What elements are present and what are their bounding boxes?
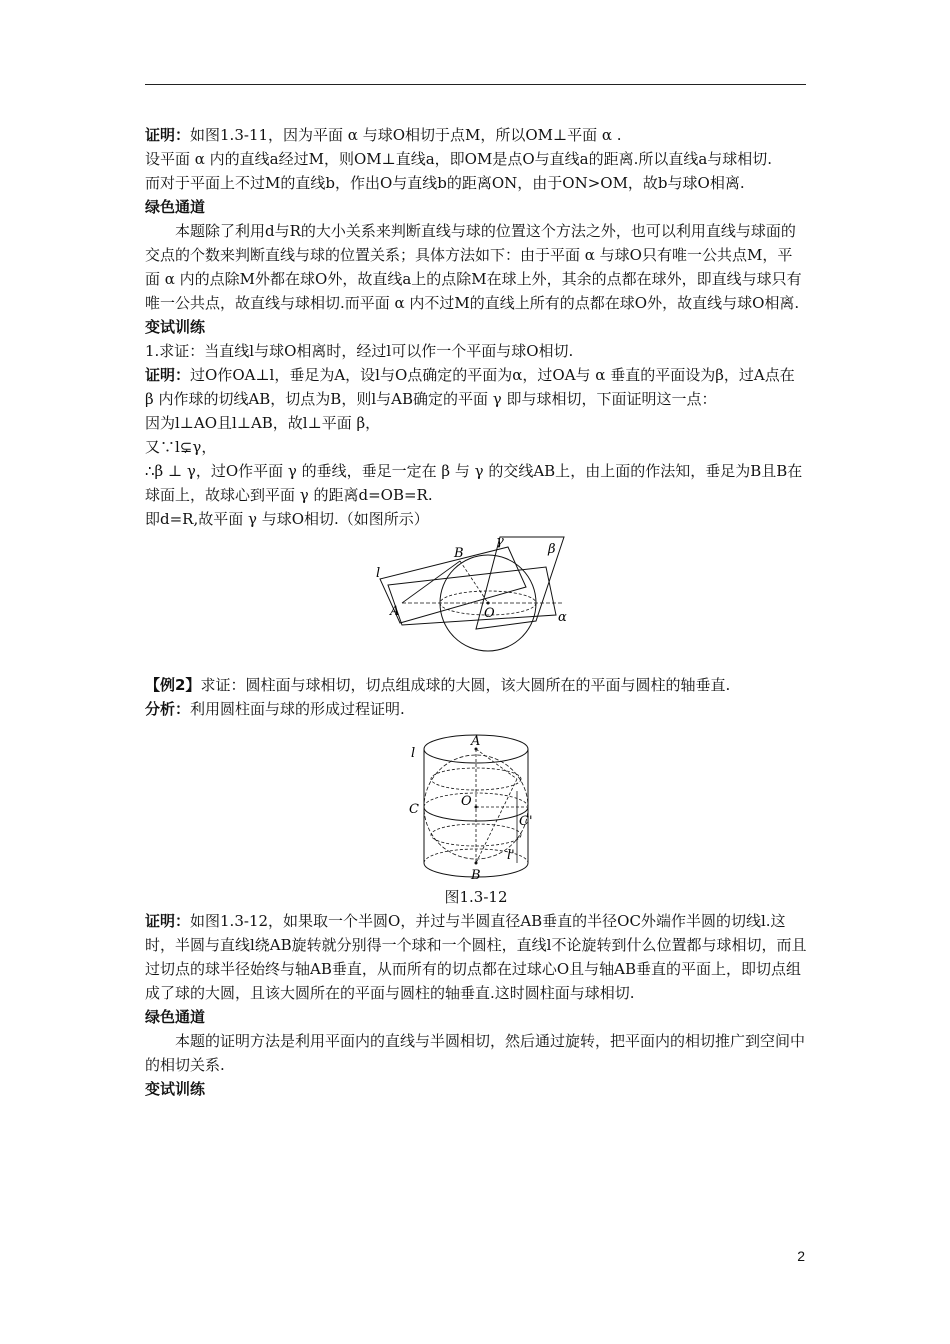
proof-line: 又∵l⊊γ，: [145, 438, 217, 456]
figure-cylinder-sphere: [401, 727, 551, 885]
fig-label: O: [484, 606, 495, 621]
green-channel-text: 本题除了利用d与R的大小关系来判断直线与球的位置这个方法之外，也可以利用直线与球面的交点的个数来判断直线与球的位置关系；具体方法如下：由于平面 α 与球O只有唯一公共点M，平面 α 内的点除M外都在球O外，故直线a上的点除M在球上外，其余的点都在球外，即直线与球只有唯一公共点，故直线与球相切.而平面 α 内不过M的直线上所有的点都在球O外，故直线与球O相离.: [145, 222, 802, 312]
page-content: [145, 123, 807, 1101]
section-heading: 绿色通道: [145, 198, 206, 216]
page-number: 2: [797, 1248, 805, 1264]
fig-label: B: [454, 546, 464, 561]
fig-label: A: [471, 734, 481, 749]
fig-label: C: [409, 802, 419, 817]
proof-line: 因为l⊥AO且l⊥AB，故l⊥平面 β，: [145, 414, 381, 432]
fig-label: l: [376, 566, 381, 581]
proof-line: ∴β ⊥ γ，过O作平面 γ 的垂线，垂足一定在 β 与 γ 的交线AB上，由上面的作法知，垂足为B且B在球面上，故球心到平面 γ 的距离d=OB=R.: [145, 462, 803, 504]
section-heading: 变试训练: [145, 1080, 206, 1098]
fig-label: γ: [496, 534, 504, 549]
section-heading: 变试训练: [145, 318, 206, 336]
fig-label: C': [519, 814, 533, 829]
fig-label: α: [558, 610, 567, 625]
fig-label: O: [461, 794, 472, 809]
exercise-proof: 证明：过O作OA⊥l，垂足为A，设l与O点确定的平面为α，过OA与 α 垂直的平面设为β，过A点在 β 内作球的切线AB，切点为B，则l与AB确定的平面 γ 即与球相切，下面证明这一点：: [145, 366, 795, 408]
figure-caption: 图1.3-12: [444, 888, 508, 906]
fig-label: β: [548, 542, 556, 557]
example-2: 【例2】求证：圆柱面与球相切，切点组成球的大圆，该大圆所在的平面与圆柱的轴垂直.: [145, 676, 731, 694]
header-rule: [145, 84, 806, 85]
section-heading: 绿色通道: [145, 1008, 206, 1026]
fig-label: B: [471, 868, 481, 883]
fig-label: l: [411, 746, 416, 761]
proof-line: 即d=R,故平面 γ 与球O相切.（如图所示）: [145, 510, 429, 528]
proof-1: [145, 123, 807, 147]
fig-label: l': [507, 848, 515, 863]
proof-text: 如图1.3-11，因为平面 α 与球O相切于点M，所以OM⊥平面 α .: [190, 126, 622, 144]
paragraph: 而对于平面上不过M的直线b，作出O与直线b的距离ON，由于ON>OM，故b与球O相离.: [145, 174, 745, 192]
green-channel-text: 本题的证明方法是利用平面内的直线与半圆相切，然后通过旋转，把平面内的相切推广到空间中的相切关系.: [145, 1032, 806, 1074]
proof-2: 证明：如图1.3-12，如果取一个半圆O，并过与半圆直径AB垂直的半径OC外端作半圆的切线l.这时，半圆与直线l绕AB旋转就分别得一个球和一个圆柱，直线l不论旋转到什么位置都与球相切，而且过切点的球半径始终与轴AB垂直，从而所有的切点都在过球心O且与轴AB垂直的平面上，即切点组成了球的大圆，且该大圆所在的平面与圆柱的轴垂直.这时圆柱面与球相切.: [145, 912, 807, 1002]
analysis: 分析：利用圆柱面与球的形成过程证明.: [145, 700, 405, 718]
figure-tangent-plane: [376, 533, 576, 659]
fig-label: A: [390, 604, 400, 619]
exercise-question: 1.求证：当直线l与球O相离时，经过l可以作一个平面与球O相切.: [145, 342, 574, 360]
proof-label: 证明：: [145, 126, 191, 144]
paragraph: 设平面 α 内的直线a经过M，则OM⊥直线a，即OM是点O与直线a的距离.所以直线a与球相切.: [145, 150, 773, 168]
